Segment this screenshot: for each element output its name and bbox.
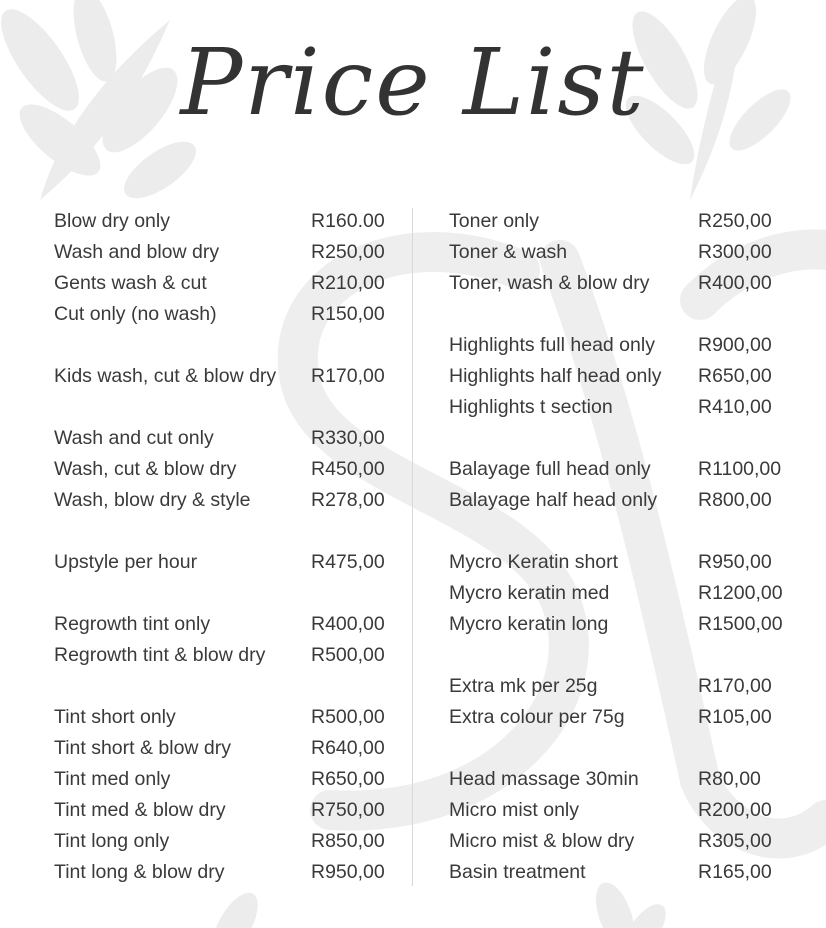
service-price: R500,00 (311, 644, 385, 666)
service-price: R950,00 (311, 861, 385, 883)
service-price: R475,00 (311, 551, 385, 573)
price-row (449, 609, 809, 640)
service-name: Extra colour per 75g (449, 706, 625, 728)
service-name: Tint med only (54, 768, 171, 790)
service-price: R1200,00 (698, 582, 783, 604)
price-row (54, 547, 394, 578)
service-name: Blow dry only (54, 210, 170, 232)
price-row (449, 454, 809, 485)
price-row (449, 547, 809, 578)
service-name: Tint long only (54, 830, 170, 852)
service-name: Head massage 30min (449, 768, 639, 790)
service-name: Extra mk per 25g (449, 675, 598, 697)
service-name: Toner only (449, 210, 539, 232)
service-name: Cut only (no wash) (54, 303, 217, 325)
service-price: R400,00 (311, 613, 385, 635)
service-price: R950,00 (698, 551, 772, 573)
service-price: R650,00 (698, 365, 772, 387)
price-column-left (54, 206, 394, 888)
service-name: Wash and blow dry (54, 241, 220, 263)
service-price: R500,00 (311, 706, 385, 728)
service-name: Mycro Keratin short (449, 551, 619, 573)
price-row (449, 826, 809, 857)
service-price: R150,00 (311, 303, 385, 325)
row-spacer (54, 516, 394, 547)
price-row (449, 702, 809, 733)
price-row (449, 795, 809, 826)
service-name: Highlights half head only (449, 365, 662, 387)
price-row (54, 206, 394, 237)
service-price: R650,00 (311, 768, 385, 790)
service-name: Wash, blow dry & style (54, 489, 251, 511)
service-name: Toner, wash & blow dry (449, 272, 650, 294)
service-name: Wash and cut only (54, 427, 214, 449)
row-spacer (449, 299, 809, 330)
service-name: Mycro keratin med (449, 582, 610, 604)
price-row (449, 485, 809, 516)
service-name: Micro mist & blow dry (449, 830, 635, 852)
price-row (449, 764, 809, 795)
price-row (449, 392, 809, 423)
price-row (54, 640, 394, 671)
service-price: R170,00 (311, 365, 385, 387)
service-price: R330,00 (311, 427, 385, 449)
row-spacer (449, 733, 809, 764)
service-name: Balayage full head only (449, 458, 651, 480)
service-price: R160.00 (311, 210, 385, 232)
service-name: Regrowth tint only (54, 613, 211, 635)
service-price: R170,00 (698, 675, 772, 697)
price-row (54, 423, 394, 454)
price-row (54, 299, 394, 330)
service-price: R800,00 (698, 489, 772, 511)
price-row (54, 268, 394, 299)
service-price: R200,00 (698, 799, 772, 821)
row-spacer (449, 516, 809, 547)
service-name: Regrowth tint & blow dry (54, 644, 266, 666)
price-row (449, 578, 809, 609)
price-row (54, 485, 394, 516)
page-title: Price List (180, 29, 646, 136)
service-price: R900,00 (698, 334, 772, 356)
row-spacer (54, 330, 394, 361)
price-column-right (449, 206, 809, 888)
service-name: Mycro keratin long (449, 613, 609, 635)
service-name: Highlights t section (449, 396, 613, 418)
price-row (449, 237, 809, 268)
service-name: Tint long & blow dry (54, 861, 225, 883)
price-row (54, 826, 394, 857)
service-price: R640,00 (311, 737, 385, 759)
price-row (54, 764, 394, 795)
row-spacer (54, 671, 394, 702)
service-price: R80,00 (698, 768, 761, 790)
service-name: Balayage half head only (449, 489, 658, 511)
service-price: R165,00 (698, 861, 772, 883)
row-spacer (54, 392, 394, 423)
service-price: R250,00 (311, 241, 385, 263)
service-price: R1500,00 (698, 613, 783, 635)
price-row (54, 454, 394, 485)
price-row (449, 671, 809, 702)
service-price: R278,00 (311, 489, 385, 511)
price-row (449, 206, 809, 237)
row-spacer (449, 423, 809, 454)
price-row (54, 237, 394, 268)
price-row (449, 330, 809, 361)
price-row (54, 361, 394, 392)
service-price: R400,00 (698, 272, 772, 294)
price-row (449, 361, 809, 392)
service-name: Tint short only (54, 706, 176, 728)
column-divider (412, 208, 413, 886)
row-spacer (449, 640, 809, 671)
service-price: R305,00 (698, 830, 772, 852)
service-price: R210,00 (311, 272, 385, 294)
service-name: Kids wash, cut & blow dry (54, 365, 277, 387)
price-row (54, 857, 394, 888)
price-row (449, 268, 809, 299)
service-name: Basin treatment (449, 861, 586, 883)
service-name: Tint short & blow dry (54, 737, 232, 759)
price-row (449, 857, 809, 888)
service-price: R300,00 (698, 241, 772, 263)
price-row (54, 733, 394, 764)
service-name: Gents wash & cut (54, 272, 207, 294)
service-price: R105,00 (698, 706, 772, 728)
service-price: R410,00 (698, 396, 772, 418)
service-price: R250,00 (698, 210, 772, 232)
service-price: R1100,00 (698, 458, 782, 480)
service-name: Micro mist only (449, 799, 580, 821)
service-price: R750,00 (311, 799, 385, 821)
service-name: Highlights full head only (449, 334, 655, 356)
service-name: Tint med & blow dry (54, 799, 226, 821)
service-price: R850,00 (311, 830, 385, 852)
price-row (54, 609, 394, 640)
row-spacer (54, 578, 394, 609)
price-row (54, 702, 394, 733)
service-price: R450,00 (311, 458, 385, 480)
service-name: Wash, cut & blow dry (54, 458, 237, 480)
price-row (54, 795, 394, 826)
service-name: Upstyle per hour (54, 551, 198, 573)
service-name: Toner & wash (449, 241, 568, 263)
